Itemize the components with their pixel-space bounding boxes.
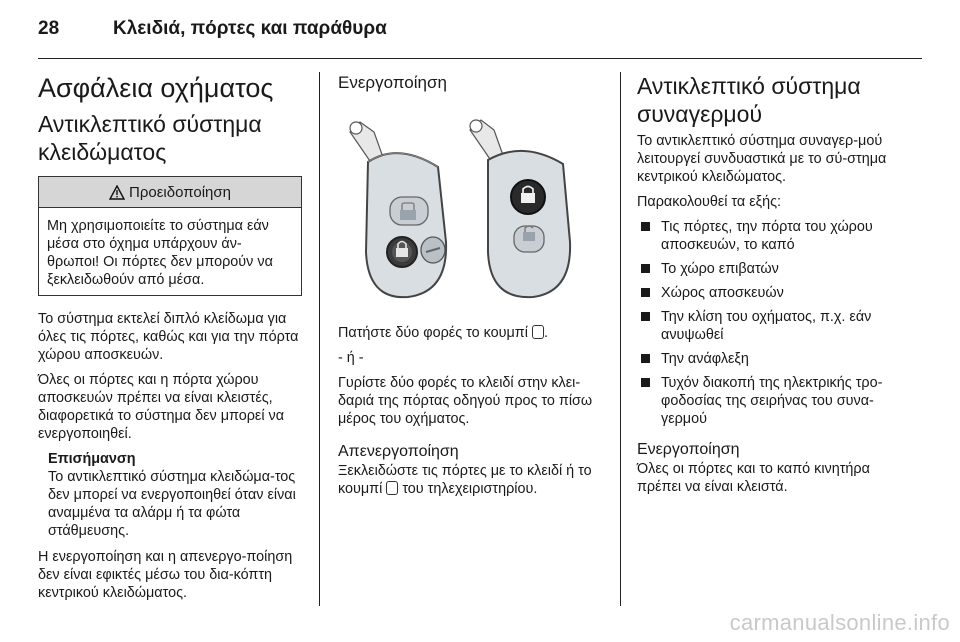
bullet-icon xyxy=(641,312,650,321)
paragraph: Το αντικλεπτικό σύστημα συναγερ-μού λειτουργεί συνδυαστικά με το σύ-στημα κεντρικού κλειδώματος. xyxy=(637,133,887,185)
list-item: Τυχόν διακοπή της ηλεκτρικής τρο-φοδοσίας της σειρήνας του συνα-γερμού xyxy=(637,374,917,428)
section-title: Ασφάλεια οχήματος xyxy=(38,73,274,103)
paragraph: - ή - xyxy=(338,350,364,366)
list-item: Το χώρο επιβατών xyxy=(637,260,917,278)
bullet-icon xyxy=(641,288,650,297)
note-text: Το αντικλεπτικό σύστημα κλειδώμα-τος δεν μπορεί να ενεργοποιηθεί όταν είναι αναμμένα τα αλάρμ ή τα φώτα στάθμευσης. xyxy=(48,469,296,539)
list-item: Την κλίση του οχήματος, π.χ. εάν ανυψωθεί xyxy=(637,308,917,344)
unlock-text: Ξεκλειδώστε τις πόρτες με το κλειδί ή το κουμπί xyxy=(338,463,592,497)
lock-button-icon xyxy=(532,325,544,339)
paragraph: Όλες οι πόρτες και η πόρτα χώρου αποσκευών πρέπει να είναι κλειστές, διαφορετικά το σύστημα δεν μπορεί να ενεργοποιηθεί. xyxy=(38,372,285,442)
bullet-icon xyxy=(641,354,650,363)
key-fob-illustration xyxy=(338,102,603,312)
unlock-text-end: του τηλεχειριστηρίου. xyxy=(402,481,538,497)
paragraph: Πατήστε δύο φορές το κουμπί . xyxy=(338,325,548,341)
watermark: carmanualsonline.info xyxy=(729,610,950,635)
bullet-icon xyxy=(641,222,650,231)
paragraph: Η ενεργοποίηση και η απενεργο-ποίηση δεν είναι εφικτές μέσω του δια-κόπτη κεντρικού κλειδώματος. xyxy=(38,549,293,601)
chapter-title: Κλειδιά, πόρτες και παράθυρα xyxy=(113,18,387,39)
list-item: Τις πόρτες, την πόρτα του χώρου αποσκευών, το καπό xyxy=(637,218,917,254)
unlock-button-icon xyxy=(386,481,398,495)
warning-title: Προειδοποίηση xyxy=(129,183,231,201)
warning-header xyxy=(39,177,301,208)
warning-box xyxy=(38,176,302,296)
alarm-activation-heading: Ενεργοποίηση xyxy=(637,441,740,458)
warning-text: Μη χρησιμοποιείτε το σύστημα εάν μέσα στο όχημα υπάρχουν άν-θρωποι! Οι πόρτες δεν μπορούν να ξεκλειδωθούν από μέσα. xyxy=(47,218,273,288)
list-item: Την ανάφλεξη xyxy=(637,350,917,368)
paragraph: Όλες οι πόρτες και το καπό κινητήρα πρέπει να είναι κλειστά. xyxy=(637,461,870,495)
bullet-icon xyxy=(641,264,650,273)
alarm-section-title: Αντικλεπτικό σύστημα συναγερμού xyxy=(637,73,861,127)
note-title: Επισήμανση xyxy=(48,451,136,467)
page-number: 28 xyxy=(38,18,60,39)
paragraph: Το σύστημα εκτελεί διπλό κλείδωμα για όλες τις πόρτες, καθώς και για την πόρτα χώρου αποσκευών. xyxy=(38,311,299,363)
paragraph: Γυρίστε δύο φορές το κλειδί στην κλει-δαριά της πόρτας οδηγού προς το πίσω μέρος του οχήματος. xyxy=(338,375,593,427)
page-header xyxy=(38,18,387,46)
paragraph xyxy=(338,462,603,498)
column-divider xyxy=(319,72,320,606)
column-2 xyxy=(338,72,603,505)
press-button-text: Πατήστε δύο φορές το κουμπί xyxy=(338,325,528,341)
header-rule xyxy=(38,58,922,59)
activation-heading: Ενεργοποίηση xyxy=(338,73,447,92)
deactivation-heading: Απενεργοποίηση xyxy=(338,443,459,460)
column-divider xyxy=(620,72,621,606)
list-item: Χώρος αποσκευών xyxy=(637,284,917,302)
subsection-title: Αντικλεπτικό σύστημα κλειδώματος xyxy=(38,111,262,165)
monitored-list xyxy=(637,218,917,428)
warning-body xyxy=(39,208,301,295)
column-3 xyxy=(637,72,917,503)
warning-triangle-icon xyxy=(109,185,125,200)
note-block xyxy=(38,450,302,540)
paragraph: Παρακολουθεί τα εξής: xyxy=(637,194,782,210)
key-fob-icon xyxy=(338,102,603,312)
column-1 xyxy=(38,72,302,609)
bullet-icon xyxy=(641,378,650,387)
